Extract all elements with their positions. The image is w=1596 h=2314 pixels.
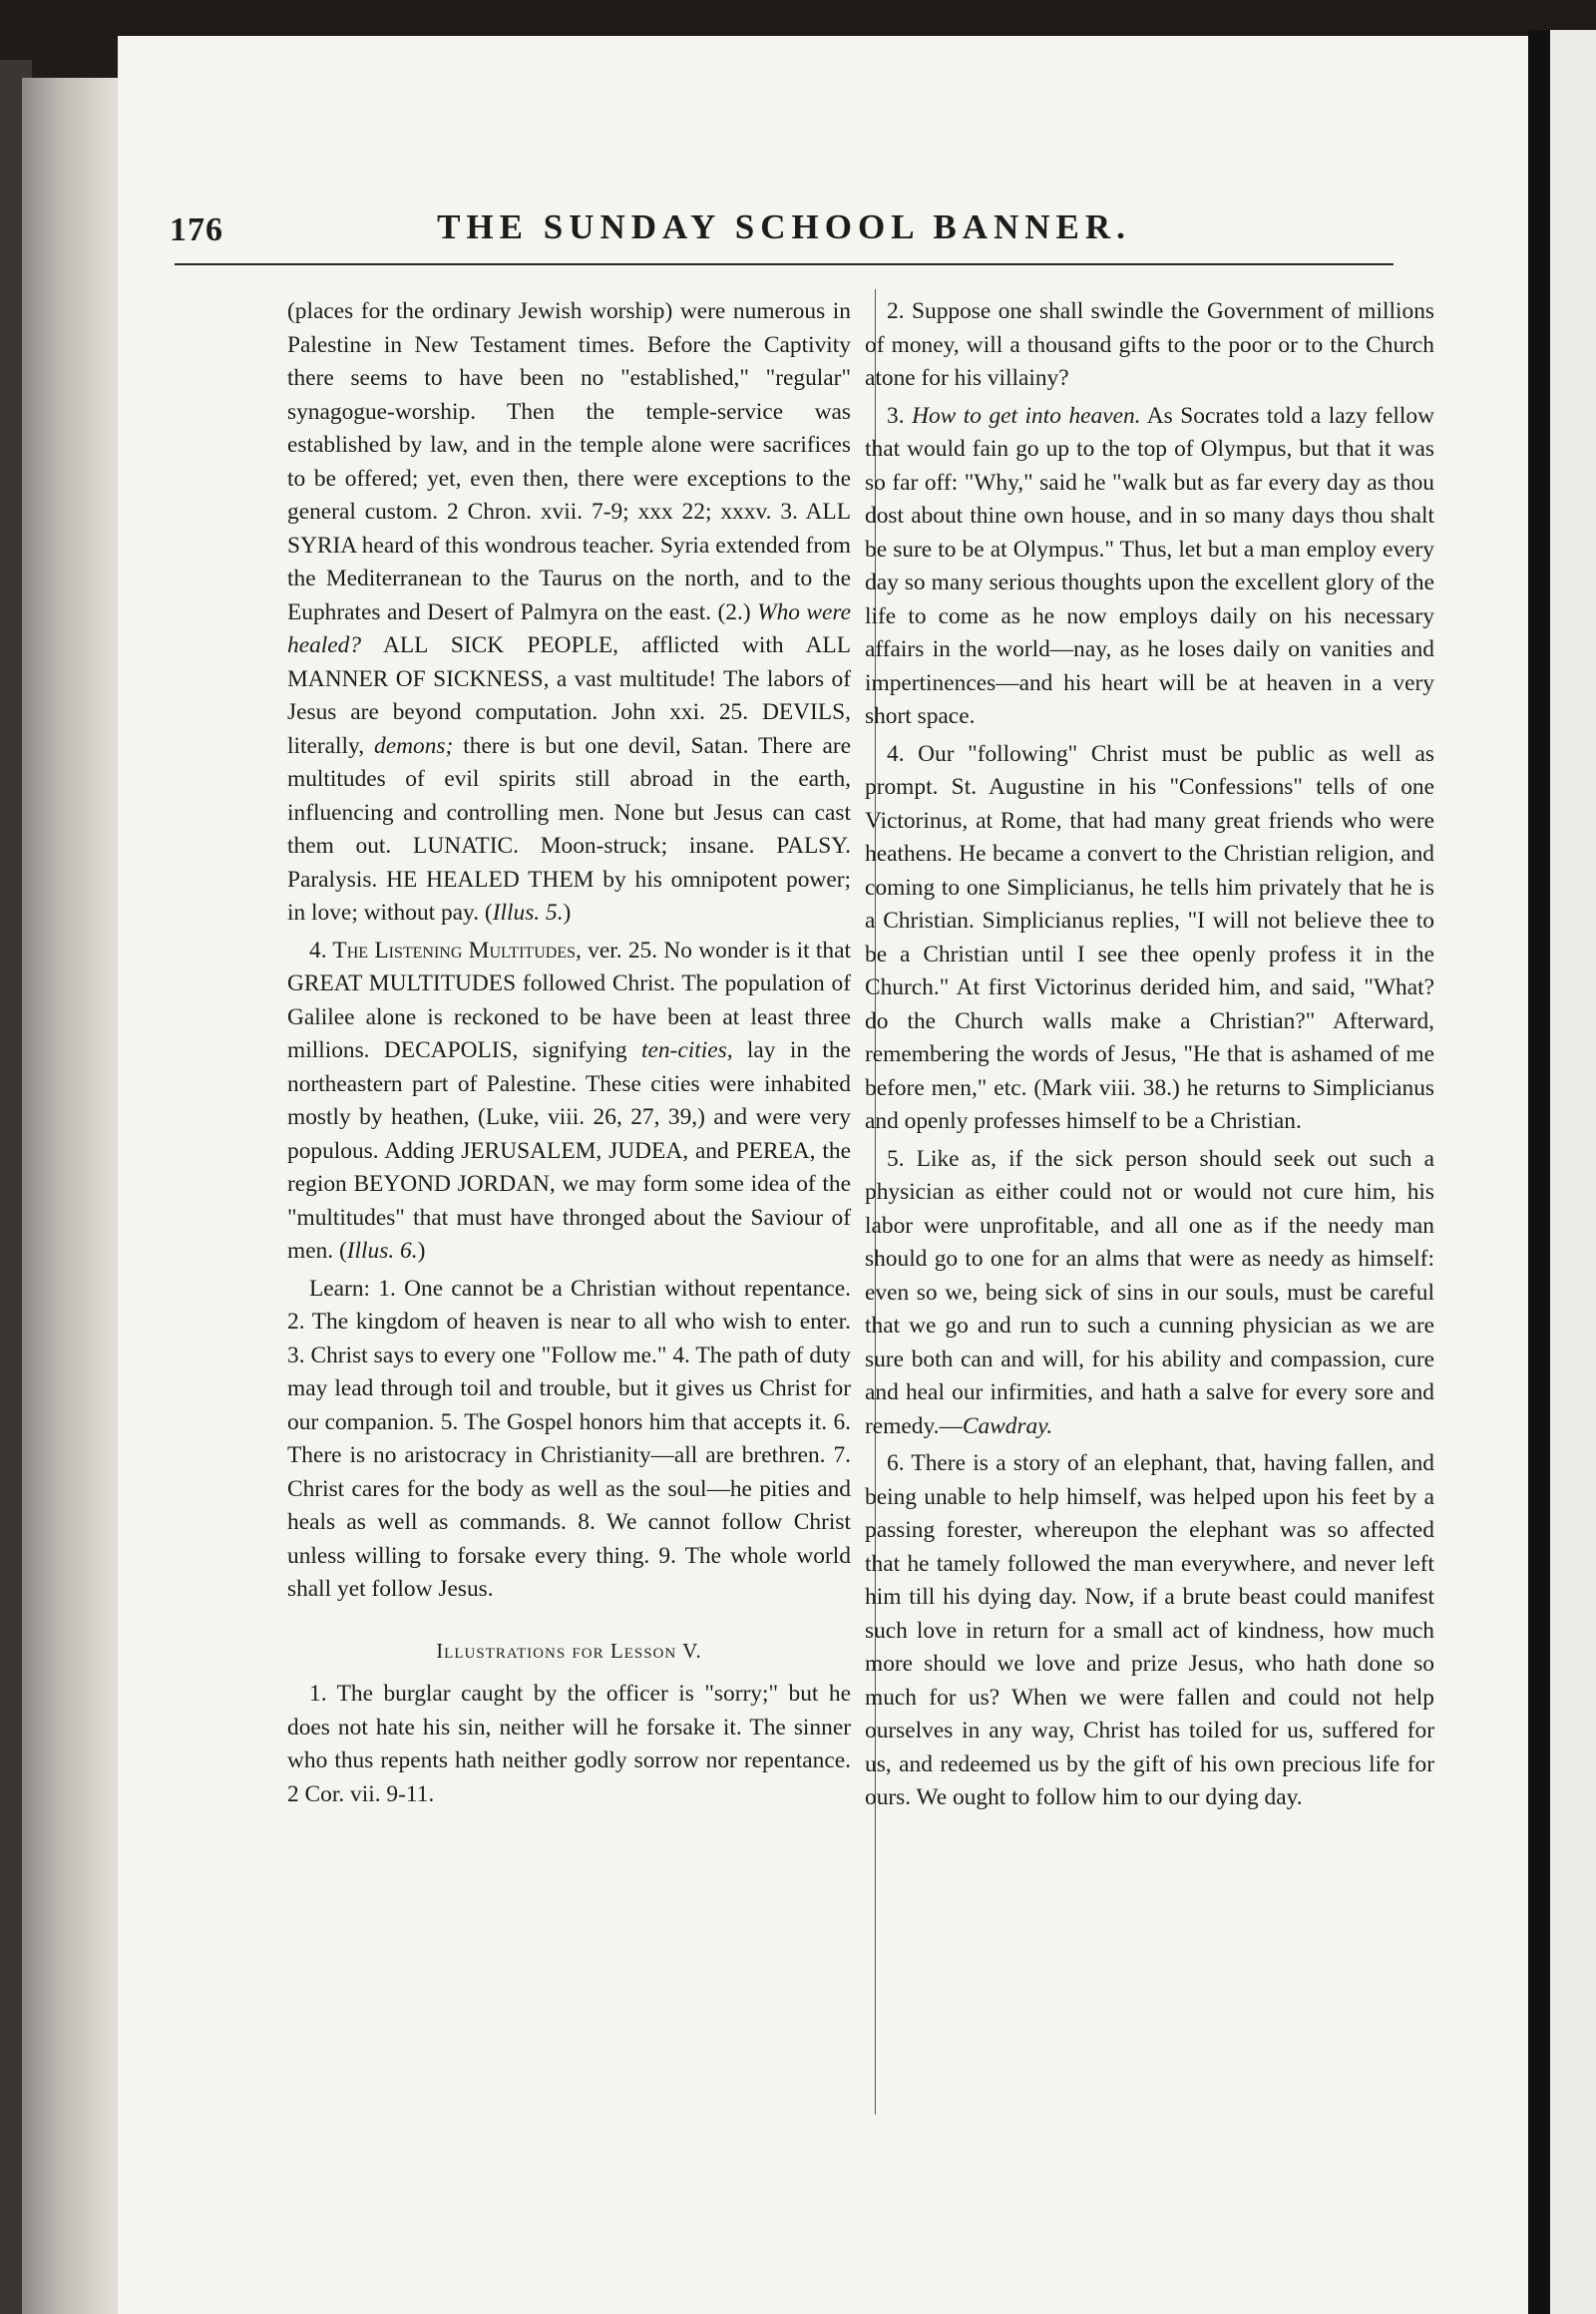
header-rule: [175, 263, 1394, 265]
paragraph: 4. The Listening Multitudes, ver. 25. No wonder is it that GREAT MULTITUDES followed Christ. The population of Galilee alone is reckoned to be have been at least three millions. DECAPOLIS, signifying ten-cities, lay in the northeastern part of Palestine. These cities were inhabited mostly by heathen, (Luke, viii. 26, 27, 39,) and were very populous. Adding JERUSALEM, JUDEA, and PEREA, the region BEYOND JORDAN, we may form some idea of the "multitudes" that must have thronged about the Saviour of men. (Illus. 6.): [287, 937, 851, 1264]
paragraph: (places for the ordinary Jewish worship) were numerous in Palestine in New Testament times. Before the Captivity there seems to have been no "established," "regular" synagogue-worship. Then the temple-service was established by law, and in the temple alone were sacrifices to be offered; yet, even then, there were exceptions to the general custom. 2 Chron. xvii. 7-9; xxx 22; xxxv. 3. ALL SYRIA heard of this wondrous teacher. Syria extended from the Mediterranean to the Taurus on the north, and to the Euphrates and Desert of Palmyra on the east. (2.) Who were healed? ALL SICK PEOPLE, afflicted with ALL MANNER OF SICKNESS, a vast multitude! The labors of Jesus are beyond computation. John xxi. 25. DEVILS, literally, demons; there is but one devil, Satan. There are multitudes of evil spirits still abroad in the earth, influencing and controlling men. None but Jesus can cast them out. LUNATIC. Moon-struck; insane. PALSY. Paralysis. HE HEALED THEM by his omnipotent power; in love; without pay. (Illus. 5.): [287, 298, 852, 926]
paragraph: 2. Suppose one shall swindle the Government of millions of money, will a thousand gifts to the poor or to the Church atone for his villainy?: [865, 298, 1434, 391]
gutter-fold: [1528, 30, 1550, 2314]
paragraph: 3. How to get into heaven. As Socrates told a lazy fellow that would fain go up to the top of Olympus, but that it was so far off: "Why," said he "walk but as far every day as thou dost about thine own house, and in so many days thou shalt be sure to be at Olympus." Thus, let but a man employ every day so many serious thoughts upon the excellent glory of the life to come as he now employs daily on his necessary affairs in the world—nay, as he loses daily on vanities and impertinences—and his heart will be at heaven in a very short space.: [865, 402, 1435, 729]
paragraph: 4. Our "following" Christ must be public as well as prompt. St. Augustine in his "Confessions" tells of one Victorinus, at Rome, that had many great friends who were heathens. He became a convert to the Christian religion, and coming to one Simplicianus, he tells him privately that he is a Christian. Simplicianus replies, "I will not believe thee to be a Christian until I see thee openly profess it in the Church." At first Victorinus derided him, and said, "What? do the Church walls make a Christian?" Afterward, remembering the words of Jesus, "He that is ashamed of me before men," etc. (Mark viii. 38.) he returns to Simplicianus and openly professes himself to be a Christian.: [865, 740, 1434, 1134]
paragraph: 5. Like as, if the sick person should seek out such a physician as either could not or would not cure him, his labor were unprofitable, and all one as if the needy man should go to one for an alms that were as needy as himself: even so we, being sick of sins in our souls, must be careful that we go and run to such a cunning physician as we are sure both can and will, for his ability and compassion, cure and heal our infirmities, and hath a salve for every sore and remedy.—Cawdray.: [865, 1145, 1434, 1439]
left-column: [287, 295, 851, 1815]
paragraph: 6. There is a story of an elephant, that, having fallen, and being unable to help himself, was helped upon his feet by a passing forester, whereupon the elephant was so affected that he tamely followed the man everywhere, and never left him till his dying day. Now, if a brute beast could manifest such love in return for a small act of kindness, how much more should we love and prize Jesus, who hath done so much for us? When we were fallen and could not help ourselves in any way, Christ has toiled for us, suffered for us, and redeemed us by the gift of his own precious life for ours. We ought to follow him to our dying day.: [865, 1450, 1434, 1810]
paragraph: 1. The burglar caught by the officer is "sorry;" but he does not hate his sin, neither will he forsake it. The sinner who thus repents hath neither godly sorrow nor repentance. 2 Cor. vii. 9-11.: [287, 1681, 851, 1807]
section-heading: Illustrations for Lesson V.: [436, 1638, 702, 1663]
facing-page-edge: [1550, 30, 1596, 2314]
running-title: THE SUNDAY SCHOOL BANNER.: [437, 207, 1131, 246]
learn-paragraph: Learn: 1. One cannot be a Christian without repentance. 2. The kingdom of heaven is near to all who wish to enter. 3. Christ says to every one "Follow me." 4. The path of duty may lead through toil and trouble, but it gives us Christ for our companion. 5. The Gospel honors him that accepts it. 6. There is no aristocracy in Christianity—all are brethren. 7. Christ cares for the body as well as the soul—he pities and heals as well as commands. 8. We cannot follow Christ unless willing to forsake every thing. 9. The whole world shall yet follow Jesus.: [287, 1275, 851, 1602]
page-edge-shadow: [22, 78, 132, 2314]
running-header: [170, 199, 1398, 259]
right-column: [865, 295, 1434, 1819]
page-number: 176: [170, 211, 223, 248]
